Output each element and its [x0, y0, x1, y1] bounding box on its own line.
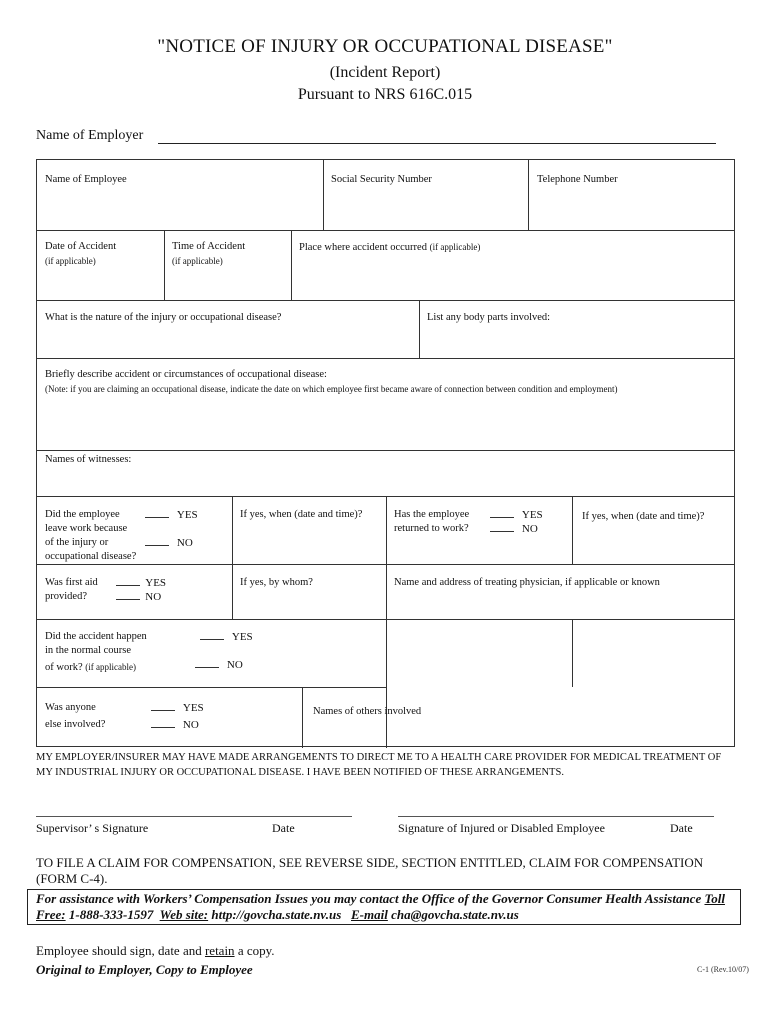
normal-course-yes-option[interactable]: YES: [200, 630, 253, 645]
left-work-yes-option[interactable]: YES: [145, 508, 198, 523]
website-link[interactable]: http://govcha.state.nv.us: [211, 907, 342, 922]
incident-form-grid: [36, 159, 735, 747]
returned-to-work-question: Has the employee returned to work?: [394, 509, 470, 534]
first-aid-by-whom-label: If yes, by whom?: [240, 577, 313, 588]
employee-signature-line[interactable]: [398, 816, 714, 817]
left-work-no-option[interactable]: NO: [145, 536, 193, 551]
form-code: C-1 (Rev.10/07): [697, 965, 749, 974]
supervisor-signature-line[interactable]: [36, 816, 352, 817]
employer-name-field[interactable]: [158, 143, 716, 144]
left-work-question: Did the employee leave work because of the injury or occupational disease?: [45, 509, 137, 562]
ssn-label: Social Security Number: [331, 174, 432, 185]
describe-accident-label: Briefly describe accident or circumstances of occupational disease: (Note: if you are claiming an occupational disease, indicate the date on which employee first became aware of connection between condition and employment): [45, 369, 618, 394]
injury-nature-label: What is the nature of the injury or occupational disease?: [45, 312, 282, 323]
telephone-label: Telephone Number: [537, 174, 618, 185]
first-aid-yes-option[interactable]: YES: [116, 576, 166, 591]
employee-signature-label: Signature of Injured or Disabled Employee: [398, 821, 605, 835]
first-aid-no-option[interactable]: NO: [116, 590, 161, 605]
employer-label: Name of Employer: [36, 128, 144, 143]
returned-yes-option[interactable]: YES: [490, 508, 543, 523]
normal-course-question: Did the accident happen in the normal course of work? (if applicable): [45, 631, 147, 673]
supervisor-signature-label: Supervisor’ s Signature: [36, 821, 149, 835]
others-yes-option[interactable]: YES: [151, 701, 204, 716]
form-subtitle: (Incident Report): [329, 64, 441, 81]
assistance-box: For assistance with Workers’ Compensation Issues you may contact the Office of the Governor Consumer Health Assistance Toll Free: 1-888-333-1597 Web site: http://govcha.state.nv.us E-mail cha@govcha.state.nv.us: [27, 889, 741, 925]
claim-notice: TO FILE A CLAIM FOR COMPENSATION, SEE REVERSE SIDE, SECTION ENTITLED, CLAIM FOR COMPENSATION (FORM C-4).: [36, 855, 704, 886]
arrangements-notice: MY EMPLOYER/INSURER MAY HAVE MADE ARRANGEMENTS TO DIRECT ME TO A HEALTH CARE PROVIDER FOR MEDICAL TREATMENT OF MY INDUSTRIAL INJURY OR OCCUPATIONAL DISEASE. I HAVE BEEN NOTIFIED OF THESE ARRANGEMENTS.: [36, 752, 722, 778]
treating-physician-label: Name and address of treating physician, if applicable or known: [394, 577, 660, 588]
email-label: E-mail: [351, 907, 388, 922]
others-involved-question: Was anyone else involved?: [45, 702, 106, 730]
accident-place-label: Place where accident occurred (if applicable): [299, 242, 481, 253]
others-no-option[interactable]: NO: [151, 718, 199, 733]
normal-course-no-option[interactable]: NO: [195, 658, 243, 673]
time-of-accident-label: Time of Accident (if applicable): [172, 241, 246, 266]
copy-instruction: Original to Employer, Copy to Employee: [36, 962, 253, 977]
toll-free-label: Toll Free:: [36, 891, 725, 922]
body-parts-label: List any body parts involved:: [427, 312, 551, 323]
witnesses-label: Names of witnesses:: [45, 454, 132, 465]
date-of-accident-label: Date of Accident (if applicable): [45, 241, 117, 266]
email-link[interactable]: cha@govcha.state.nv.us: [391, 907, 519, 922]
returned-when-label: If yes, when (date and time)?: [582, 511, 705, 522]
form-title: "NOTICE OF INJURY OR OCCUPATIONAL DISEASE": [157, 36, 613, 57]
name-of-employee-label: Name of Employee: [45, 174, 127, 185]
first-aid-question: Was first aid provided?: [45, 577, 98, 602]
form-statute: Pursuant to NRS 616C.015: [297, 86, 473, 103]
supervisor-date-label: Date: [272, 821, 295, 835]
toll-free-number[interactable]: 1-888-333-1597: [68, 907, 154, 922]
others-names-label: Names of others involved: [313, 706, 422, 717]
website-label: Web site:: [159, 907, 209, 922]
left-work-when-label: If yes, when (date and time)?: [240, 509, 363, 520]
employee-date-label: Date: [670, 821, 693, 835]
returned-no-option[interactable]: NO: [490, 522, 538, 537]
sign-instruction: Employee should sign, date and retain a copy.: [36, 943, 275, 958]
